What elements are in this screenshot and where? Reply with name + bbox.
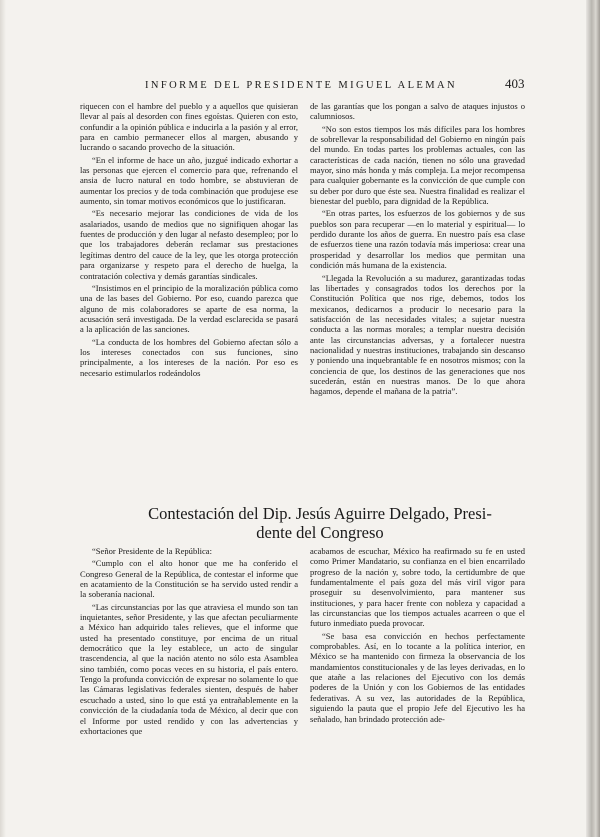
section-heading — [110, 504, 530, 542]
paragraph: “Es necesario mejorar las condiciones de vida de los asalariados, usando de medios que no signifiquen ahogar las fuentes de producción y den lugar al nefasto desempleo; por lo que los trabajadores deberán reclamar sus prestaciones legítimas dentro del cauce de la ley, que les otorga protección para organizarse y respeto para el derecho de huelga, la contratación colectiva y demás garantías sindicales. — [80, 208, 298, 281]
paragraph: “En otras partes, los esfuerzos de los gobiernos y de sus pueblos son para recuperar —en lo material y espiritual— lo perdido durante los años de guerra. En nuestro país esa clase de esfuerzos tiene una razón todavía más imperiosa: crear una prosperidad y desarrollar los medios que permitan una condición más humana de la existencia. — [310, 208, 525, 271]
section-heading-line-1: Contestación del Dip. Jesús Aguirre Delgado, Presi- — [148, 504, 492, 523]
page-edge-right — [586, 0, 600, 837]
page-number: 403 — [505, 76, 525, 91]
column-top-left — [80, 101, 298, 380]
column-bottom-left — [80, 546, 298, 738]
running-header: INFORME DEL PRESIDENTE MIGUEL ALEMAN — [145, 80, 457, 91]
paragraph: “No son estos tiempos los más difíciles para los hombres de sobrellevar la responsabilidad del Gobierno en ningún país del mundo. En todas partes los problemas actuales, con las características de cada nación, tienen no sólo una gravedad mayor, sino más honda y más compleja. La mejor recompensa para cualquier gobernante es la convicción de que cumple con su deber por duro que éste sea. Nuestra finalidad es realizar el bienestar del pueblo, para dignidad de la República. — [310, 123, 525, 207]
paragraph: riquecen con el hambre del pueblo y a aquellos que quisieran llevar al país al desorden con fines egoístas. Quieren con esto, confundir a la opinión pública e inducirla a la pasión y al error, para en cambio permanecer ellos al margen, abusando y lucrando o sacando provecho de la situación. — [80, 101, 298, 153]
paragraph: “En el informe de hace un año, juzgué indicado exhortar a las personas que ejercen el comercio para que, refrenando el ansia de lucro natural en todo hombre, se abstuvieran de aumentar los precios y de toda combinación que produjese ese aumento, sin tomar motivos económicos que lo justificaran. — [80, 154, 298, 207]
paragraph: de las garantías que los pongan a salvo de ataques injustos o calumniosos. — [310, 101, 525, 122]
paragraph: acabamos de escuchar, México ha reafirmado su fe en usted como Primer Mandatario, su confianza en el bien encarrilado progreso de la nación y, sobre todo, la certidumbre de que fundamentalmente el país goza del más viril vigor para proseguir su desenvolvimiento, para mantener sus instituciones, y para hacer frente con nobleza y capacidad a las circunstancias que los tiempos actuales acarreen o que el futuro inmediato pueda provocar. — [310, 546, 525, 629]
paragraph: “La conducta de los hombres del Gobierno afectan sólo a los intereses conectados con sus funciones, sino principalmente, a los intereses de la nación. Por eso es necesario estimularlos rodeándolos — [80, 336, 298, 378]
paragraph: “Las circunstancias por las que atraviesa el mundo son tan inquietantes, señor Presidente, y las que afectan peculiarmente a México han adquirido tales relieves, que el informe que usted ha presentado constituye, por encima de un ritual democrático que la ley establece, un acto de singular trascendencia, al que la nación atento no sólo esta Asamblea sino también, como pocas veces en su historia, el país entero. Tengo la profunda convicción de expresar no solamente lo que las Cámaras legislativas federales sienten, después de haber escuchado a usted, sino lo que está ya entrañablemente en la convicción de la ciudadanía toda de México, al decir que con el Informe por usted rendido y con las advertencias y exhortaciones que — [80, 601, 298, 736]
column-bottom-right — [310, 546, 525, 726]
section-heading-line-2: dente del Congreso — [256, 523, 384, 542]
paragraph: “Llegada la Revolución a su madurez, garantizadas todas las libertades y consagrados todos los derechos por la Constitución Política que nos rige, debemos, todos los mexicanos, dedicarnos a producir lo necesario para la satisfacción de las necesidades vitales; a sujetar nuestra conducta a las normas morales; a templar nuestra decisión ante las circunstancias adversas, y a fortalecer nuestra nacionalidad y nuestras instituciones, trabajando sin descanso y poniendo una inquebrantable fe en nosotros mismos; con la conciencia de que, los destinos de las generaciones que nos sucederán, están en nuestras manos. De lo que ahora hagamos, depende el mañana de la patria”. — [310, 272, 525, 397]
page-shadow-left — [0, 0, 6, 837]
column-top-right — [310, 101, 525, 399]
paragraph: “Insistimos en el principio de la moralización pública como una de las bases del Gobierno. Por eso, cuando parezca que alguno de mis colaboradores se aparte de esa norma, la acusación será investigada. De la verdad esclarecida se pasará a la aplicación de las sanciones. — [80, 282, 298, 335]
paragraph: “Señor Presidente de la República: — [92, 546, 212, 556]
paragraph: “Cumplo con el alto honor que me ha conferido el Congreso General de la República, de contestar el informe que en acatamiento de la Constitución se ha servido usted rendir a la soberanía nacional. — [80, 558, 298, 600]
paragraph: “Se basa esa convicción en hechos perfectamente comprobables. Así, en lo tocante a la política interior, en México se ha mantenido con firmeza la observancia de los mandamientos constitucionales y de las leyes derivadas, en lo que atañe a las relaciones del Ejecutivo con los demás poderes de la Unión y con los Gobiernos de las entidades federativas. A su vez, las autoridades de la República, siguiendo la pauta que el propio Jefe del Ejecutivo les ha señalado, han brindado protección ade- — [310, 630, 525, 724]
